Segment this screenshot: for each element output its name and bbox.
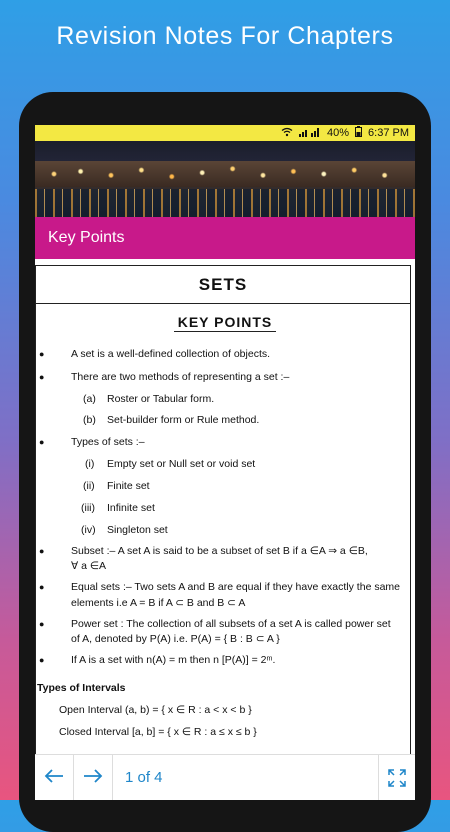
promo-headline: Revision Notes For Chapters — [56, 22, 394, 50]
bullet-dot: ● — [39, 619, 45, 629]
header-banner-image — [35, 141, 415, 217]
battery-icon — [355, 126, 362, 140]
sub-item: Empty set or Null set or void set — [107, 458, 256, 470]
bullet-dot: ● — [39, 582, 45, 592]
sub-item: Set-builder form or Rule method. — [107, 414, 260, 426]
sub-marker: (b) — [83, 414, 96, 426]
bullet-dot: ● — [39, 372, 45, 382]
sub-marker: (iv) — [81, 524, 96, 536]
bullet-dot: ● — [39, 546, 45, 556]
bullet-dot: ● — [39, 349, 45, 359]
bullet-text: Types of sets :– — [71, 436, 145, 448]
sub-item: Singleton set — [107, 524, 168, 536]
sub-marker: (iii) — [81, 502, 95, 514]
city-lights — [35, 161, 415, 187]
app-bar — [35, 217, 415, 259]
bullet-text: Subset :– A set A is said to be a subset of set B if a ∈A ⇒ a ∈B, — [71, 545, 368, 557]
bullet-dot: ● — [39, 437, 45, 447]
page-navigation-bar — [35, 754, 415, 800]
bullet-text: Power set : The collection of all subsets of a set A is called power set — [71, 618, 391, 630]
battery-percent: 40% — [327, 127, 350, 139]
bullet-text: elements i.e A = B if A ⊂ B and B ⊂ A — [71, 597, 246, 609]
arrow-right-icon — [83, 769, 103, 783]
page-indicator: 1 of 4 — [125, 769, 163, 786]
closed-interval-text: Closed Interval [a, b] = { x ∈ R : a ≤ x ≤ b } — [59, 726, 257, 738]
previous-page-button[interactable] — [35, 766, 73, 789]
phone-screen — [35, 125, 415, 800]
status-bar — [35, 125, 415, 141]
pdf-page[interactable] — [35, 259, 415, 755]
key-points-heading: KEY POINTS — [35, 314, 415, 330]
sub-item: Infinite set — [107, 502, 155, 514]
signal-icon — [299, 127, 321, 140]
bullet-text: If A is a set with n(A) = m then n [P(A)] = 2ᵐ. — [71, 654, 276, 666]
nav-divider — [112, 755, 113, 800]
bullet-dot: ● — [39, 655, 45, 665]
bullet-text: ∀ a ∈A — [71, 560, 107, 572]
sub-marker: (i) — [85, 458, 95, 470]
sub-item: Finite set — [107, 480, 150, 492]
intervals-heading: Types of Intervals — [37, 682, 126, 694]
bullet-text: There are two methods of representing a set :– — [71, 371, 290, 383]
next-page-button[interactable] — [74, 766, 112, 789]
sub-item: Roster or Tabular form. — [107, 393, 215, 405]
bullet-text: Equal sets :– Two sets A and B are equal if they have exactly the same — [71, 581, 401, 593]
open-interval-text: Open Interval (a, b) = { x ∈ R : a < x < b } — [59, 704, 252, 716]
bullet-text: of A, denoted by P(A) i.e. P(A) = { B : B ⊂ A } — [71, 633, 280, 645]
expand-icon — [388, 769, 406, 787]
app-bar-title: Key Points — [48, 229, 125, 246]
clock-time: 6:37 PM — [368, 127, 409, 139]
sub-marker: (a) — [83, 393, 96, 405]
chapter-title: SETS — [35, 265, 411, 304]
bullet-text: A set is a well-defined collection of objects. — [71, 348, 271, 360]
fullscreen-button[interactable] — [378, 755, 415, 800]
arrow-left-icon — [44, 769, 64, 783]
sub-marker: (ii) — [83, 480, 95, 492]
wifi-icon — [281, 127, 293, 140]
harbour-reflection — [35, 189, 415, 217]
